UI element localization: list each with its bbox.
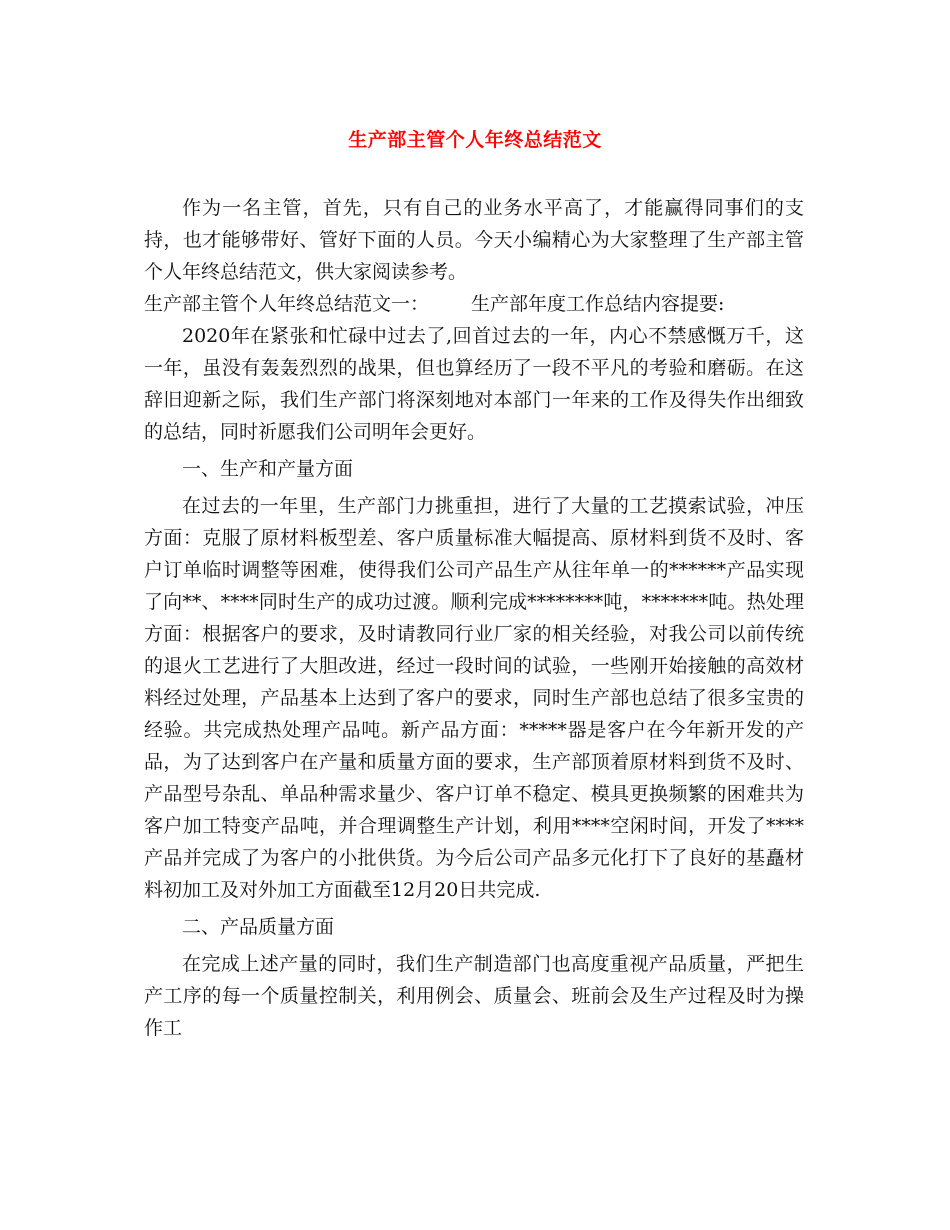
section-2-body: 在完成上述产量的同时，我们生产制造部门也高度重视产品质量，严把生产工序的每一个质量控制关，利用例会、质量会、班前会及生产过程及时为操作工 bbox=[144, 953, 804, 1039]
document-title: 生产部主管个人年终总结范文 bbox=[348, 129, 602, 151]
section-2-heading: 二、产品质量方面 bbox=[182, 916, 335, 938]
intro-paragraph: 作为一名主管，首先，只有自己的业务水平高了，才能赢得同事们的支持，也才能够带好、管好下面的人员。今天小编精心为大家整理了生产部主管个人年终总结范文，供大家阅读参考。 bbox=[144, 197, 804, 283]
subtitle-line bbox=[144, 288, 804, 320]
overview-paragraph: 2020年在紧张和忙碌中过去了,回首过去的一年，内心不禁感慨万千，这一年，虽没有轰轰烈烈的战果，但也算经历了一段不平凡的考验和磨砺。在这辞旧迎新之际，我们生产部门将深刻地对本部门一年来的工作及得失作出细致的总结，同时祈愿我们公司明年会更好。 bbox=[144, 325, 804, 443]
section-1-heading: 一、生产和产量方面 bbox=[182, 458, 354, 480]
subtitle-right: 生产部年度工作总结内容提要: bbox=[471, 293, 725, 315]
subtitle-left: 生产部主管个人年终总结范文一： bbox=[144, 293, 430, 315]
section-1-body: 在过去的一年里，生产部门力挑重担，进行了大量的工艺摸索试验，冲压方面：克服了原材料板型差、客户质量标准大幅提高、原材料到货不及时、客户订单临时调整等困难，使得我们公司产品生产从往年单一的******产品实现了向**、****同时生产的成功过渡。顺利完成********吨，*******吨。热处理方面：根据客户的要求，及时请教同行业厂家的相关经验，对我公司以前传统的退火工艺进行了大胆改进，经过一段时间的试验，一些刚开始接触的高效材料经过处理，产品基本上达到了客户的要求，同时生产部也总结了很多宝贵的经验。共完成热处理产品吨。新产品方面：*****器是客户在今年新开发的产品，为了达到客户在产量和质量方面的要求，生产部顶着原材料到货不及时、产品型号杂乱、单品种需求量少、客户订单不稳定、模具更换频繁的困难共为客户加工特变产品吨，并合理调整生产计划，利用****空闲时间，开发了**** 产品并完成了为客户的小批供货。为今后公司产品多元化打下了良好的基矗材料初加工及对外加工方面截至12月20日共完成. bbox=[144, 495, 804, 901]
document-body bbox=[144, 192, 804, 1044]
